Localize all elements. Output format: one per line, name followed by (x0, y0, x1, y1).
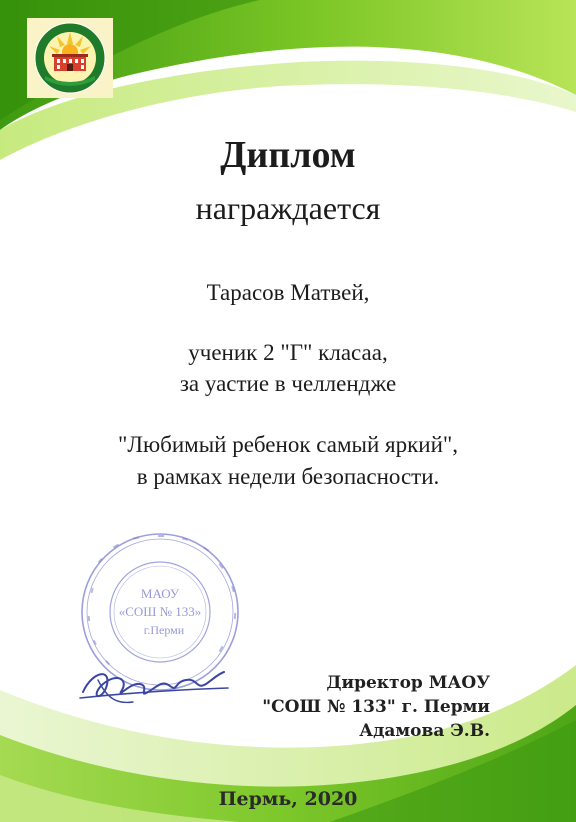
signatory-position: Директор МАОУ (326, 673, 490, 693)
event-line: в рамках недели безопасности. (136, 464, 440, 489)
signatory-name: Адамова Э.В. (359, 721, 490, 741)
footer-place-year: Пермь, 2020 (218, 788, 358, 810)
handwritten-signature-icon (78, 660, 233, 710)
diploma-subtitle: награждается (195, 190, 381, 226)
stamp-center-line2: «СОШ № 133» (118, 604, 202, 619)
school-emblem-icon (27, 18, 113, 98)
stamp-center-line1: МАОУ (140, 586, 180, 601)
class-line: ученик 2 "Г" класаа, (188, 340, 388, 365)
challenge-name: "Любимый ребенок самый яркий", (117, 432, 459, 457)
signatory-school: "СОШ № 133" г. Перми (262, 697, 490, 717)
diploma-title: Диплом (220, 134, 356, 176)
reason-line: за уастие в челлендже (179, 371, 397, 396)
stamp-center-line3: г.Перми (143, 623, 185, 637)
signatory-block (230, 671, 490, 743)
recipient-name: Тарасов Матвей, (206, 280, 370, 305)
